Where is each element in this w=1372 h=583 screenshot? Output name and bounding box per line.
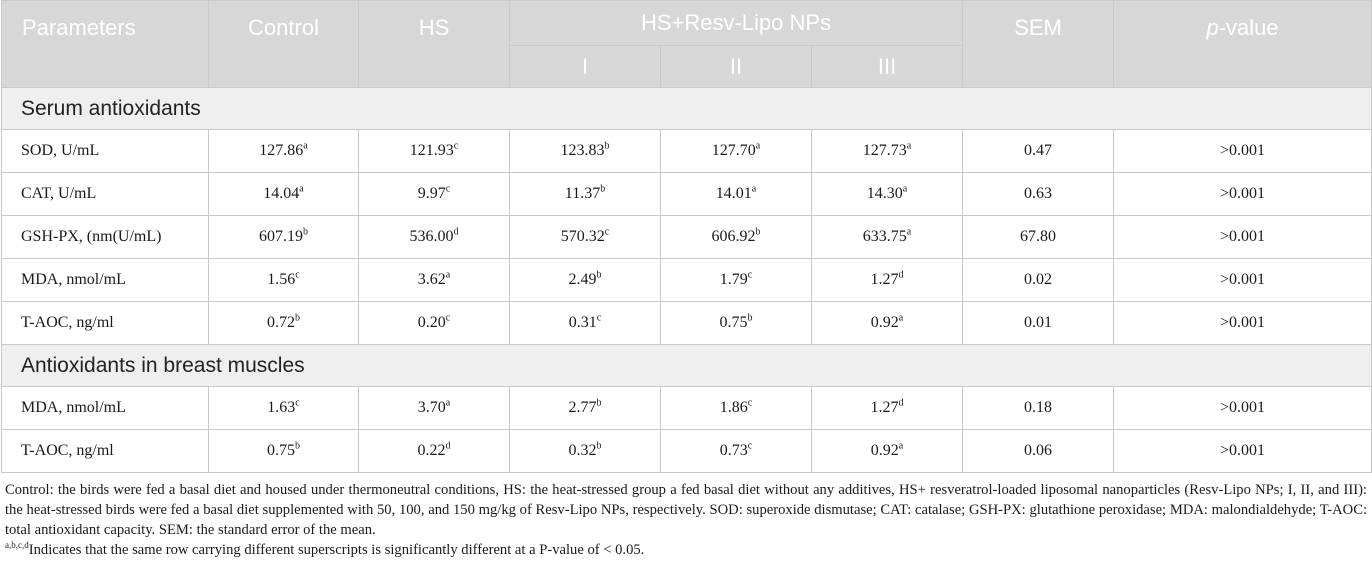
parameter-name: SOD, U/mL xyxy=(2,130,209,173)
section-title: Serum antioxidants xyxy=(2,88,1372,130)
value: 1.86 xyxy=(719,399,748,416)
significance-superscript: c xyxy=(596,312,602,324)
significance-superscript: a xyxy=(755,140,761,152)
value: 633.75 xyxy=(862,228,907,245)
significance-superscript: b xyxy=(596,269,602,281)
significance-superscript: a xyxy=(751,183,757,195)
table-row xyxy=(2,259,1372,302)
value: 1.79 xyxy=(719,271,748,288)
value-cell xyxy=(209,130,359,173)
sem-cell: 0.02 xyxy=(963,259,1114,302)
header-p-rest: -value xyxy=(1218,15,1279,40)
value-cell xyxy=(661,430,812,473)
value-cell xyxy=(209,216,359,259)
significance-superscript: a xyxy=(303,140,308,152)
value-cell xyxy=(661,302,812,345)
value-cell xyxy=(812,430,963,473)
header-sem: SEM xyxy=(963,1,1114,88)
parameter-name: CAT, U/mL xyxy=(2,173,209,216)
significance-superscript: c xyxy=(295,397,300,409)
parameter-name: T-AOC, ng/ml xyxy=(2,430,209,473)
footnote-text: Indicates that the same row carrying different superscripts is significantly different at a P-value of < 0.05. xyxy=(28,542,645,558)
table-body xyxy=(2,88,1372,473)
p-value-cell: >0.001 xyxy=(1114,216,1372,259)
significance-superscript: a xyxy=(445,269,451,281)
value: 0.75 xyxy=(267,442,295,459)
value-cell xyxy=(359,387,510,430)
value: 3.62 xyxy=(417,271,446,288)
value: 14.01 xyxy=(715,185,752,202)
value-cell xyxy=(661,173,812,216)
significance-superscript: c xyxy=(445,183,451,195)
header-p-italic: p xyxy=(1206,15,1219,40)
value: 14.04 xyxy=(263,185,300,202)
parameter-name: MDA, nmol/mL xyxy=(2,387,209,430)
header-group: HS+Resv-Lipo NPs xyxy=(510,1,963,46)
value-cell xyxy=(812,216,963,259)
value: 536.00 xyxy=(409,228,454,245)
p-value-cell: >0.001 xyxy=(1114,259,1372,302)
significance-superscript: b xyxy=(303,226,308,238)
significance-superscript: c xyxy=(747,269,753,281)
header-parameters: Parameters xyxy=(2,1,209,88)
header-sub-i: I xyxy=(510,46,661,88)
value-cell xyxy=(359,302,510,345)
p-value-cell: >0.001 xyxy=(1114,130,1372,173)
table-row xyxy=(2,430,1372,473)
significance-superscript: b xyxy=(295,440,300,452)
significance-superscript: a xyxy=(299,183,304,195)
p-value-cell: >0.001 xyxy=(1114,430,1372,473)
value-cell xyxy=(359,173,510,216)
value-cell xyxy=(209,430,359,473)
value: 0.75 xyxy=(719,314,748,331)
value-cell xyxy=(812,130,963,173)
value-cell xyxy=(359,430,510,473)
significance-superscript: d xyxy=(898,269,904,281)
sem-cell: 0.63 xyxy=(963,173,1114,216)
value: 1.27 xyxy=(870,271,899,288)
significance-superscript: c xyxy=(453,140,459,152)
p-value-cell: >0.001 xyxy=(1114,173,1372,216)
significance-superscript: b xyxy=(604,140,610,152)
value: 2.77 xyxy=(568,399,597,416)
significance-superscript: a xyxy=(898,312,904,324)
value: 127.73 xyxy=(862,142,907,159)
significance-superscript: b xyxy=(600,183,606,195)
value: 11.37 xyxy=(564,185,601,202)
value: 127.86 xyxy=(259,142,304,159)
value: 0.92 xyxy=(870,442,899,459)
value: 0.22 xyxy=(417,442,446,459)
significance-superscript: d xyxy=(898,397,904,409)
significance-superscript: c xyxy=(747,440,753,452)
value: 121.93 xyxy=(409,142,454,159)
header-hs: HS xyxy=(359,1,510,88)
value: 123.83 xyxy=(560,142,605,159)
parameter-name: T-AOC, ng/ml xyxy=(2,302,209,345)
value-cell xyxy=(510,430,661,473)
value-cell xyxy=(661,216,812,259)
value: 0.72 xyxy=(267,314,295,331)
sem-cell: 0.47 xyxy=(963,130,1114,173)
section-title: Antioxidants in breast muscles xyxy=(2,345,1372,387)
value-cell xyxy=(510,259,661,302)
significance-superscript: a xyxy=(902,183,908,195)
table-header xyxy=(2,1,1372,88)
sem-cell: 0.01 xyxy=(963,302,1114,345)
value-cell xyxy=(359,130,510,173)
significance-superscript: a xyxy=(906,226,912,238)
value-cell xyxy=(812,173,963,216)
value: 2.49 xyxy=(568,271,597,288)
value: 0.92 xyxy=(870,314,899,331)
significance-superscript: c xyxy=(747,397,753,409)
header-control: Control xyxy=(209,1,359,88)
value-cell xyxy=(209,302,359,345)
sem-cell: 67.80 xyxy=(963,216,1114,259)
significance-superscript: c xyxy=(445,312,451,324)
table-row xyxy=(2,173,1372,216)
value-cell xyxy=(209,259,359,302)
parameter-name: MDA, nmol/mL xyxy=(2,259,209,302)
value: 9.97 xyxy=(417,185,446,202)
value: 1.27 xyxy=(870,399,899,416)
header-p-value xyxy=(1114,1,1372,88)
section-row xyxy=(2,345,1372,387)
value: 0.31 xyxy=(568,314,597,331)
value: 570.32 xyxy=(560,228,605,245)
significance-superscript: b xyxy=(755,226,761,238)
significance-superscript: a xyxy=(898,440,904,452)
value: 607.19 xyxy=(259,228,303,245)
value: 3.70 xyxy=(417,399,446,416)
legend-note: Control: the birds were fed a basal diet and housed under thermoneutral conditions, HS: the heat-stressed group a fed basal diet without any additives, HS+ resveratrol-loaded liposomal nanoparticles (Resv-Lipo NPs; I, II, and III): the heat-stressed birds were fed a basal diet supplemented with 50, 100, and 150 mg/kg of Resv-Lipo NPs, respectively. SOD: superoxide dismutase; CAT: catalase; GSH-PX: glutathione peroxidase; MDA: malondialdehyde; T-AOC: total antioxidant capacity. SEM: the standard error of the mean. xyxy=(5,482,1367,538)
value-cell xyxy=(209,387,359,430)
value: 606.92 xyxy=(711,228,756,245)
p-value-cell: >0.001 xyxy=(1114,302,1372,345)
sem-cell: 0.18 xyxy=(963,387,1114,430)
table-row xyxy=(2,387,1372,430)
value: 14.30 xyxy=(866,185,903,202)
value-cell xyxy=(510,173,661,216)
value-cell xyxy=(359,216,510,259)
value: 0.20 xyxy=(417,314,446,331)
value-cell xyxy=(209,173,359,216)
value-cell xyxy=(661,130,812,173)
value: 1.63 xyxy=(267,399,296,416)
significance-superscript: b xyxy=(747,312,753,324)
value: 127.70 xyxy=(711,142,756,159)
footnote-superscripts: a,b,c,d xyxy=(5,540,29,551)
significance-superscript: a xyxy=(445,397,451,409)
value-cell xyxy=(510,387,661,430)
sem-cell: 0.06 xyxy=(963,430,1114,473)
significance-superscript: b xyxy=(596,397,602,409)
header-sub-ii: II xyxy=(661,46,812,88)
significance-superscript: c xyxy=(295,269,300,281)
value-cell xyxy=(812,302,963,345)
value-cell xyxy=(510,216,661,259)
table-row xyxy=(2,216,1372,259)
p-value-cell: >0.001 xyxy=(1114,387,1372,430)
table-notes xyxy=(0,473,1372,560)
section-row xyxy=(2,88,1372,130)
value-cell xyxy=(812,259,963,302)
value-cell xyxy=(812,387,963,430)
footnote xyxy=(5,540,1367,560)
significance-superscript: b xyxy=(295,312,300,324)
value-cell xyxy=(359,259,510,302)
value: 0.73 xyxy=(719,442,748,459)
significance-superscript: d xyxy=(445,440,451,452)
value-cell xyxy=(661,387,812,430)
value-cell xyxy=(661,259,812,302)
significance-superscript: a xyxy=(906,140,912,152)
header-sub-iii: III xyxy=(812,46,963,88)
antioxidant-table xyxy=(1,0,1372,473)
significance-superscript: d xyxy=(453,226,459,238)
value-cell xyxy=(510,130,661,173)
value: 1.56 xyxy=(267,271,296,288)
table-row xyxy=(2,302,1372,345)
value-cell xyxy=(510,302,661,345)
table-row xyxy=(2,130,1372,173)
significance-superscript: b xyxy=(596,440,602,452)
value: 0.32 xyxy=(568,442,597,459)
significance-superscript: c xyxy=(604,226,610,238)
parameter-name: GSH-PX, (nm(U/mL) xyxy=(2,216,209,259)
